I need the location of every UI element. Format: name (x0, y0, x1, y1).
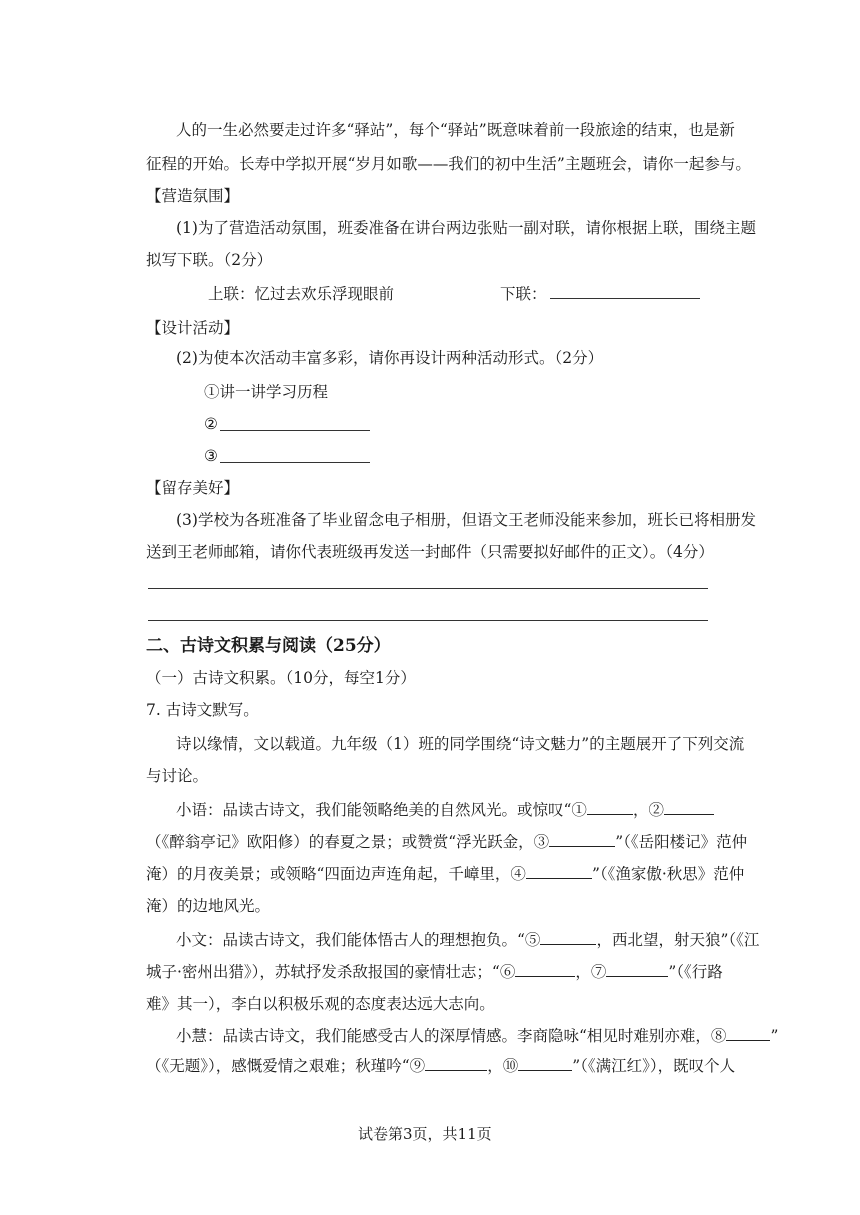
question-1-line-1: (1)为了营造活动氛围，班委准备在讲台两边张贴一副对联，请你根据上联，围绕主题 (176, 219, 756, 237)
xiaoyu-line-3: 淹）的月夜美景；或领略“四面边声连角起，千嶂里，④ ”（《渔家傲·秋思》范仲 (146, 865, 745, 883)
blank-6[interactable] (515, 962, 575, 977)
activity-item-3-blank[interactable] (220, 462, 370, 463)
question-1-line-2: 拟写下联。（2分） (146, 251, 273, 269)
blank-2[interactable] (664, 800, 714, 815)
question-7-title: 7. 古诗文默写。 (146, 701, 259, 719)
blank-8[interactable] (726, 1026, 770, 1041)
email-answer-line-1[interactable] (148, 588, 708, 589)
question-3-line-2: 送到王老师邮箱，请你代表班级再发送一封邮件（只需要拟好邮件的正文）。（4分） (146, 543, 714, 561)
xiaohui-line-2: （《无题》），感慨爱情之艰难；秋瑾吟“⑨ ，⑩ ”（《满江红》），既叹个人 (146, 1057, 736, 1075)
blank-4[interactable] (526, 864, 592, 879)
xiaoyu-line-4: 淹）的边地风光。 (146, 897, 271, 915)
intro-line-2: 征程的开始。长寿中学拟开展“岁月如歌——我们的初中生活”主题班会，请你一起参与。 (146, 155, 751, 173)
xiaowen-line-3: 难》其一），李白以积极乐观的态度表达远大志向。 (146, 995, 495, 1013)
lower-couplet-blank[interactable] (550, 298, 700, 299)
page-footer: 试卷第3页，共11页 (358, 1125, 492, 1143)
blank-7[interactable] (606, 962, 668, 977)
lead-line-1: 诗以缘情，文以载道。九年级（1）班的同学围绕“诗文魅力”的主题展开了下列交流 (176, 735, 745, 753)
question-3-line-1: (3)学校为各班准备了毕业留念电子相册，但语文王老师没能来参加，班长已将相册发 (176, 511, 756, 529)
part-2-title: 二、古诗文积累与阅读（25分） (146, 636, 391, 656)
activity-item-3-label: ③ (204, 447, 218, 465)
xiaoyu-line-1: 小语：品读古诗文，我们能领略绝美的自然风光。或惊叹“① ，② (176, 800, 714, 820)
lead-line-2: 与讨论。 (146, 767, 209, 785)
email-answer-line-2[interactable] (148, 620, 708, 621)
activity-item-2-blank[interactable] (220, 430, 370, 431)
activity-item-2-label: ② (204, 415, 218, 433)
upper-couplet: 上联：忆过去欢乐浮现眼前 (208, 285, 395, 303)
blank-5[interactable] (540, 930, 596, 945)
blank-3[interactable] (549, 832, 615, 847)
xiaohui-line-1: 小慧：品读古诗文，我们能感受古人的深厚情感。李商隐咏“相见时难别亦难，⑧ ” (176, 1027, 779, 1045)
xiaowen-line-2: 城子·密州出猎》），苏轼抒发杀敌报国的豪情壮志；“⑥ ，⑦ ”（《行路 (146, 963, 723, 981)
xiaowen-line-1: 小文：品读古诗文，我们能体悟古人的理想抱负。“⑤ ，西北望，射天狼”（《江 (176, 931, 760, 949)
lower-couplet-label: 下联： (500, 285, 547, 303)
blank-1[interactable] (587, 800, 633, 815)
section-heading-atmosphere: 【营造氛围】 (146, 187, 240, 205)
blank-10[interactable] (518, 1056, 572, 1071)
section-heading-design: 【设计活动】 (146, 319, 240, 337)
activity-item-1: ①讲一讲学习历程 (204, 383, 329, 401)
section-heading-memories: 【留存美好】 (146, 479, 240, 497)
intro-line-1: 人的一生必然要走过许多“驿站”，每个“驿站”既意味着前一段旅途的结束，也是新 (176, 121, 735, 139)
subsection-1-title: （一）古诗文积累。（10分，每空1分） (146, 669, 416, 687)
blank-9[interactable] (425, 1056, 487, 1071)
question-2: (2)为使本次活动丰富多彩，请你再设计两种活动形式。（2分） (176, 349, 604, 367)
xiaoyu-line-2: （《醉翁亭记》欧阳修）的春夏之景；或赞赏“浮光跃金，③ ”（《岳阳楼记》范仲 (146, 833, 748, 851)
